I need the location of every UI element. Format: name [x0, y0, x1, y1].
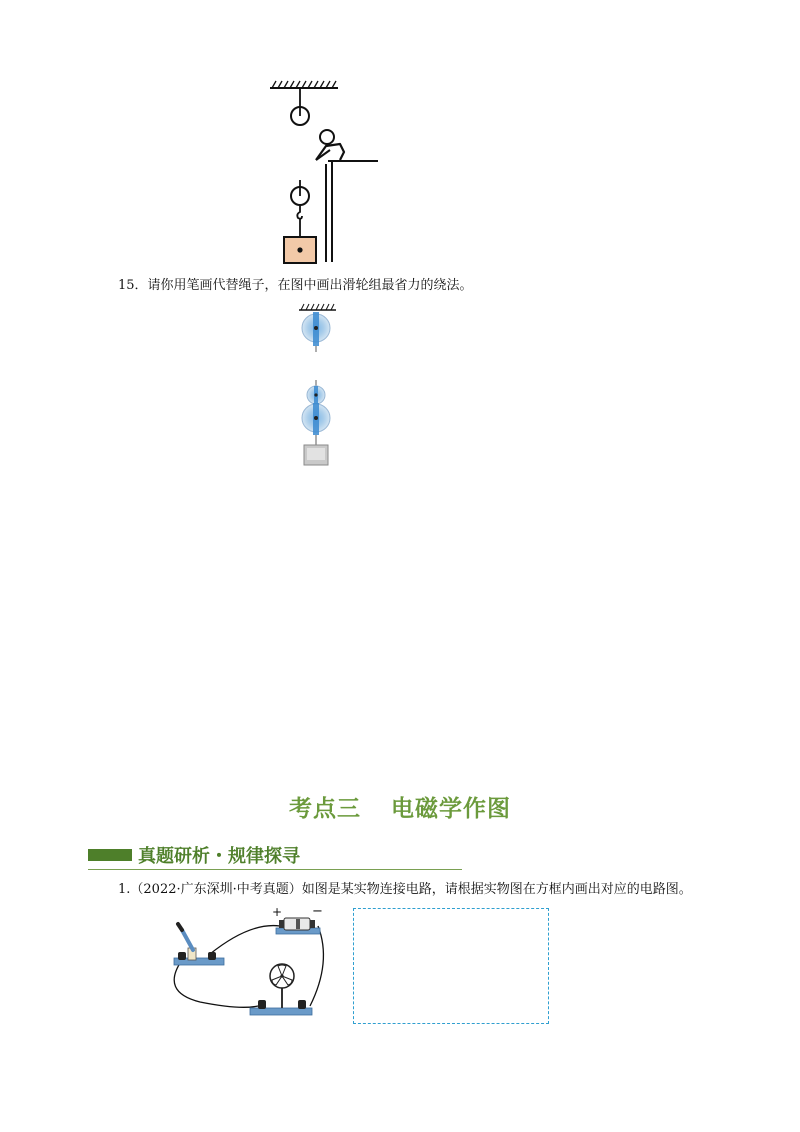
switch-lever: [182, 930, 193, 950]
banner-bar: [88, 849, 132, 861]
pulley-set-figure: [294, 302, 344, 470]
section-title-part2: 电磁学作图: [391, 796, 511, 822]
banner-underline: [88, 869, 462, 870]
section-title: [0, 790, 800, 823]
question-15: [118, 277, 473, 295]
circuit-figure: [160, 902, 340, 1022]
battery-plus: +: [272, 905, 283, 919]
pulley-person-figure: [260, 80, 390, 270]
wire: [310, 926, 323, 1006]
question-number: 1.: [118, 882, 131, 897]
question-1: [118, 881, 692, 899]
person-head: [320, 130, 334, 144]
wire: [210, 926, 280, 954]
section-banner: [88, 840, 462, 870]
section-title-part1: 考点三: [289, 796, 361, 822]
wire: [174, 960, 258, 1007]
battery-minus: −: [312, 904, 323, 919]
banner-label: 真题研析・规律探寻: [138, 846, 300, 867]
ceiling-hatching: [272, 81, 336, 88]
answer-box[interactable]: [353, 908, 549, 1024]
hook: [297, 205, 302, 219]
question-number: 15．: [118, 278, 148, 293]
motor-base: [250, 1008, 312, 1015]
question-text: 请你用笔画代替绳子，在图中画出滑轮组最省力的绕法。: [147, 278, 473, 293]
question-text: （2022·广东深圳·中考真题）如图是某实物连接电路，请根据实物图在方框内画出对应的电路图。: [130, 882, 692, 897]
